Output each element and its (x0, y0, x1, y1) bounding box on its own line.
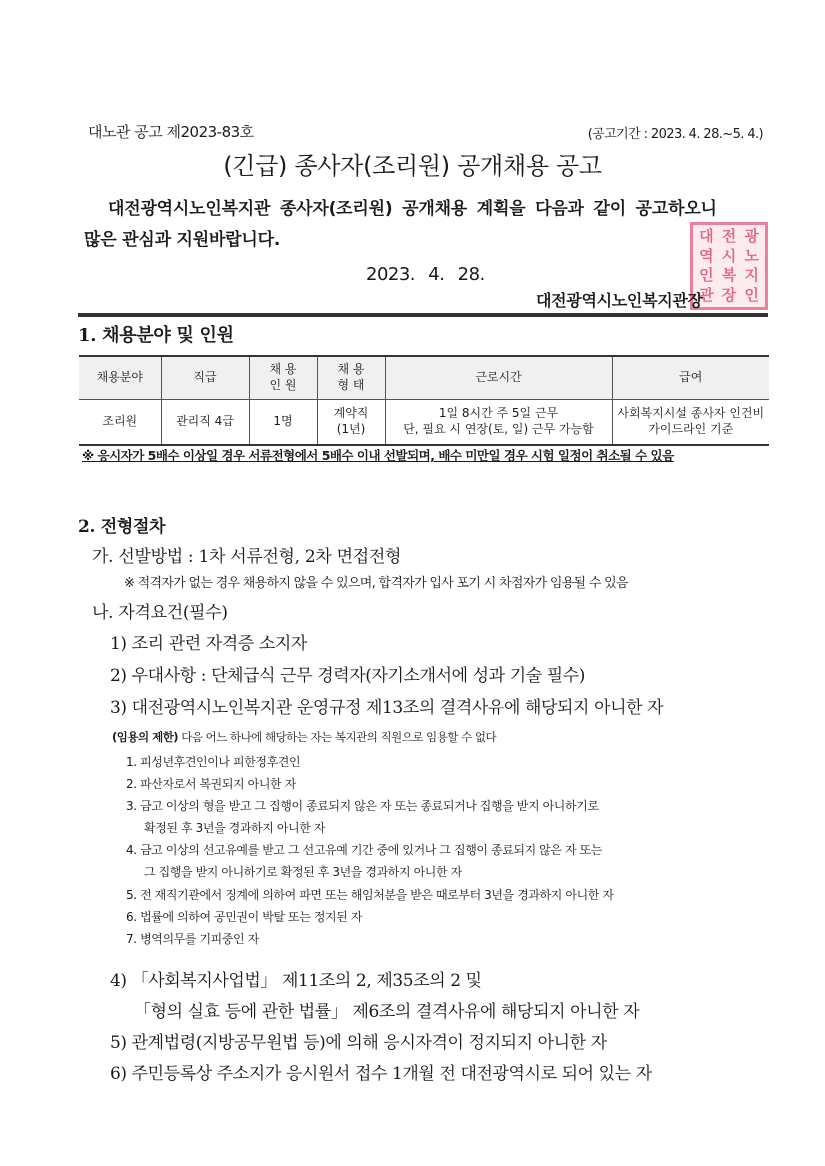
document-number: 대노관 공고 제2023-83호 (88, 123, 254, 141)
seal-char: 대 (699, 227, 714, 246)
table-cell: 계약직 (1년) (317, 400, 385, 446)
qualifications-heading: 나. 자격요건(필수) (92, 603, 228, 623)
seal-char: 광 (744, 227, 759, 246)
selection-note: ※ 응시자가 5배수 이상일 경우 서류전형에서 5배수 이내 선발되며, 배수 미만일 경우 시험 일정이 취소될 수 있음 (82, 448, 674, 463)
restriction-item: 3. 금고 이상의 형을 받고 그 집행이 종료되지 않은 자 또는 종료되거나 집행을 받지 아니하기로 (126, 799, 599, 813)
intro-line-1: 대전광역시노인복지관 종사자(조리원) 공개채용 계획을 다음과 같이 공고하오니 (108, 199, 717, 219)
seal-char: 시 (721, 246, 737, 265)
requirement-item: 2) 우대사항 : 단체급식 근무 경력자(자기소개서에 성과 기술 필수) (110, 666, 586, 686)
requirement-item: 6) 주민등록상 주소지가 응시원서 접수 1개월 전 대전광역시로 되어 있는 자 (110, 1064, 652, 1084)
organization-name: 대전광역시노인복지관장 (536, 291, 703, 310)
seal-char: 인 (699, 266, 714, 285)
seal-char: 노 (744, 246, 759, 265)
seal-char: 전 (721, 227, 737, 246)
recruitment-table (79, 355, 769, 446)
selection-method: 가. 선발방법 : 1차 서류전형, 2차 면접전형 (92, 547, 402, 567)
restriction-item: 5. 전 재직기관에서 징계에 의하여 파면 또는 해임처분을 받은 때로부터 3년을 경과하지 아니한 자 (126, 888, 614, 902)
col-header: 급여 (612, 356, 769, 400)
page-title: (긴급) 종사자(조리원) 공개채용 공고 (223, 152, 602, 180)
header-divider (78, 313, 768, 317)
seal-char: 인 (744, 285, 759, 304)
seal-char: 장 (721, 285, 737, 304)
seal-char: 복 (721, 266, 737, 285)
col-header: 채 용 인 원 (249, 356, 317, 400)
table-cell: 사회복지시설 종사자 인건비 가이드라인 기준 (612, 400, 769, 446)
table-cell: 1일 8시간 주 5일 근무 단, 필요 시 연장(토, 일) 근무 가능함 (385, 400, 612, 446)
restriction-item-continued: 확정된 후 3년을 경과하지 아니한 자 (144, 821, 325, 835)
requirement-item: 3) 대전광역시노인복지관 운영규정 제13조의 결격사유에 해당되지 아니한 자 (110, 698, 664, 718)
restriction-item-continued: 그 집행을 받지 아니하기로 확정된 후 3년을 경과하지 아니한 자 (144, 865, 462, 879)
table-cell: 조리원 (79, 400, 161, 446)
restriction-item: 1. 피성년후견인이나 피한정후견인 (126, 755, 301, 769)
requirement-item: 4) 「사회복지사업법」 제11조의 2, 제35조의 2 및 (110, 971, 482, 991)
notice-date: 2023. 4. 28. (366, 264, 485, 285)
seal-char: 관 (699, 285, 714, 304)
col-header: 채 용 형 태 (317, 356, 385, 400)
seal-char: 지 (744, 266, 759, 285)
restriction-item: 7. 병역의무를 기피중인 자 (126, 932, 259, 946)
requirement-item: 5) 관계법령(지방공무원법 등)에 의해 응시자격이 정지되지 아니한 자 (110, 1033, 607, 1053)
col-header: 직급 (161, 356, 249, 400)
intro-line-2: 많은 관심과 지원바랍니다. (84, 230, 281, 250)
col-header: 채용분야 (79, 356, 161, 400)
table-cell: 관리직 4급 (161, 400, 249, 446)
restriction-heading (112, 729, 496, 745)
restriction-item: 6. 법률에 의하여 공민권이 박탈 또는 정지된 자 (126, 910, 363, 924)
col-header: 근로시간 (385, 356, 612, 400)
notice-period: (공고기간 : 2023. 4. 28.~5. 4.) (587, 127, 763, 142)
restriction-item: 2. 파산자로서 복권되지 아니한 자 (126, 777, 296, 791)
restriction-item: 4. 금고 이상의 선고유예를 받고 그 선고유예 기간 중에 있거나 그 집행이 종료되지 않은 자 또는 (126, 843, 602, 857)
table-header-row (79, 356, 769, 400)
seal-char: 역 (699, 246, 714, 265)
restriction-label: (임용의 제한) (112, 730, 179, 744)
section-2-heading: 2. 전형절차 (78, 517, 166, 537)
table-row (79, 400, 769, 446)
restriction-text: 다음 어느 하나에 해당하는 자는 복지관의 직원으로 임용할 수 없다 (178, 730, 497, 744)
requirement-item-continued: 「형의 실효 등에 관한 법률」 제6조의 결격사유에 해당되지 아니한 자 (134, 1002, 640, 1022)
selection-method-note: ※ 적격자가 없는 경우 채용하지 않을 수 있으며, 합격자가 입사 포기 시 차점자가 임용될 수 있음 (124, 576, 628, 591)
requirement-item: 1) 조리 관련 자격증 소지자 (110, 634, 307, 654)
section-1-heading: 1. 채용분야 및 인원 (78, 325, 234, 346)
table-cell: 1명 (249, 400, 317, 446)
